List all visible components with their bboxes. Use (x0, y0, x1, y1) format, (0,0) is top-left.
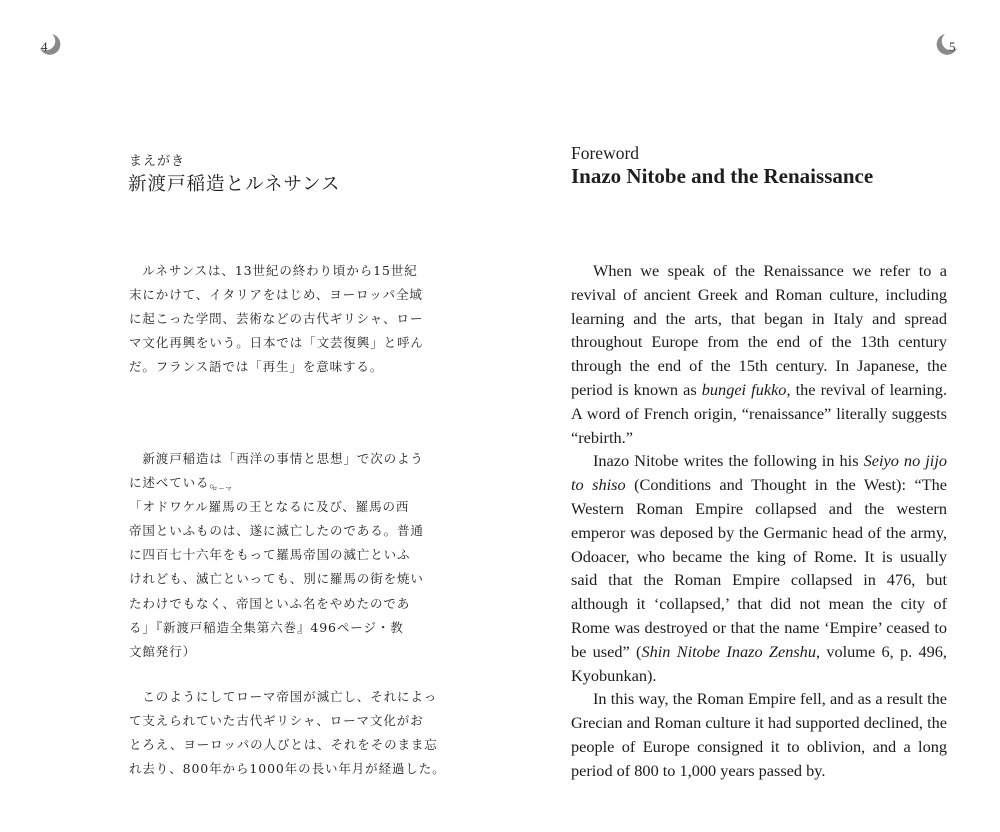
text-line: 文館発行） (129, 643, 197, 659)
text-line: とろえ、ヨーロッパの人びとは、それをそのまま忘 (129, 737, 438, 753)
paragraph-en-3: In this way, the Roman Empire fell, and as a result the Grecian and Roman culture it had supported declined, the people of Europe consigned it to oblivion, and a long period of 800 to 1,000 years passed by. (571, 689, 947, 780)
text-line: 末にかけて、イタリアをはじめ、ヨーロッパ全域 (129, 287, 423, 303)
emphasis-text: Seiyo no jijo to shiso (571, 451, 947, 495)
text-line: マ文化再興をいう。日本では「文芸復興」と呼ん (129, 335, 424, 351)
emphasis-text: Shin Nitobe Inazo Zenshu (641, 641, 816, 661)
text-line: れ去り、800年から1000年の長い年月が経過した。 (129, 761, 446, 777)
text-segment: (Conditions and Thought in the West): “The Western Roman Empire collapsed and the western emperor was deposed by the Germanic head of the army, Odoacer, who became the king of Rome. It is usually said that the Roman Empire collapsed in 476, but although it ‘collapsed,’ that did not mean the city of Rome was destroyed or that the name ‘Empire’ ceased to be used” ( (571, 475, 947, 661)
text-line: て支えられていた古代ギリシャ、ローマ文化がお (129, 713, 424, 729)
text-line: 帝国といふものは、遂に滅亡したのである。普通 (129, 523, 424, 539)
text-segment: 「オドワケル (129, 499, 209, 515)
page-title-ja: 新渡戸稲造とルネサンス (128, 174, 341, 195)
text-segment: , the revival of learning. A word of French origin, “renaissance” literally suggests “rebirth.” (571, 379, 948, 447)
text-line: に起こった学問、芸術などの古代ギリシャ、ロー (129, 311, 424, 327)
page-title-en: Inazo Nitobe and the Renaissance (571, 164, 874, 188)
text-line: る」『新渡戸稲造全集第六巻』496ページ・教 (129, 619, 404, 635)
paragraph-ja-1 (129, 259, 449, 379)
text-line: に述べている。 (129, 475, 223, 491)
section-kicker-en: Foreword (571, 143, 640, 163)
ruby-reading: ローマ (211, 486, 233, 494)
text-segment: , volume 6, p. 496, Kyobunkan). (571, 641, 948, 685)
text-line: このようにしてローマ帝国が滅亡し、それによっ (129, 689, 438, 704)
text-line: 新渡戸稲造は「西洋の事情と思想」で次のよう (129, 451, 424, 466)
crescent-moon-icon (36, 30, 62, 56)
text-segment: の王となるに及び、羅馬の西 (235, 499, 410, 515)
paragraph-ja-2 (129, 447, 449, 664)
paragraph-en-2 (571, 449, 947, 687)
text-line: けれども、滅亡といっても、別に羅馬の街を焼い (129, 571, 424, 587)
page-number-right: 5 (949, 39, 956, 54)
crescent-moon-icon (935, 30, 961, 56)
ruby-annotated-word (208, 486, 236, 519)
page-number-left: 4 (41, 39, 48, 54)
paragraph-ja-3 (129, 685, 449, 781)
ruby-base: 羅馬 (208, 499, 236, 515)
text-line: だ。フランス語では「再生」を意味する。 (129, 359, 384, 375)
text-segment: When we speak of the Renaissance we refer to a revival of ancient Greek and Roman culture, including learning and the arts, that began in Italy and spread throughout Europe from the end of the 13th century through the end of the 15th century. In Japanese, the period is known as (571, 261, 947, 399)
body-text-en (571, 259, 947, 783)
paragraph-en-1 (571, 259, 947, 449)
text-segment: Inazo Nitobe writes the following in his (593, 451, 864, 471)
text-line (129, 486, 449, 519)
emphasis-text: bungei fukko (701, 379, 787, 399)
text-line: たわけでもなく、帝国といふ名をやめたのであ (129, 595, 411, 611)
text-line: に四百七十六年をもって羅馬帝国の滅亡といふ (129, 547, 411, 563)
section-kicker-ja: まえがき (129, 154, 186, 169)
text-line: ルネサンスは、13世紀の終わり頃から15世紀 (129, 263, 418, 278)
